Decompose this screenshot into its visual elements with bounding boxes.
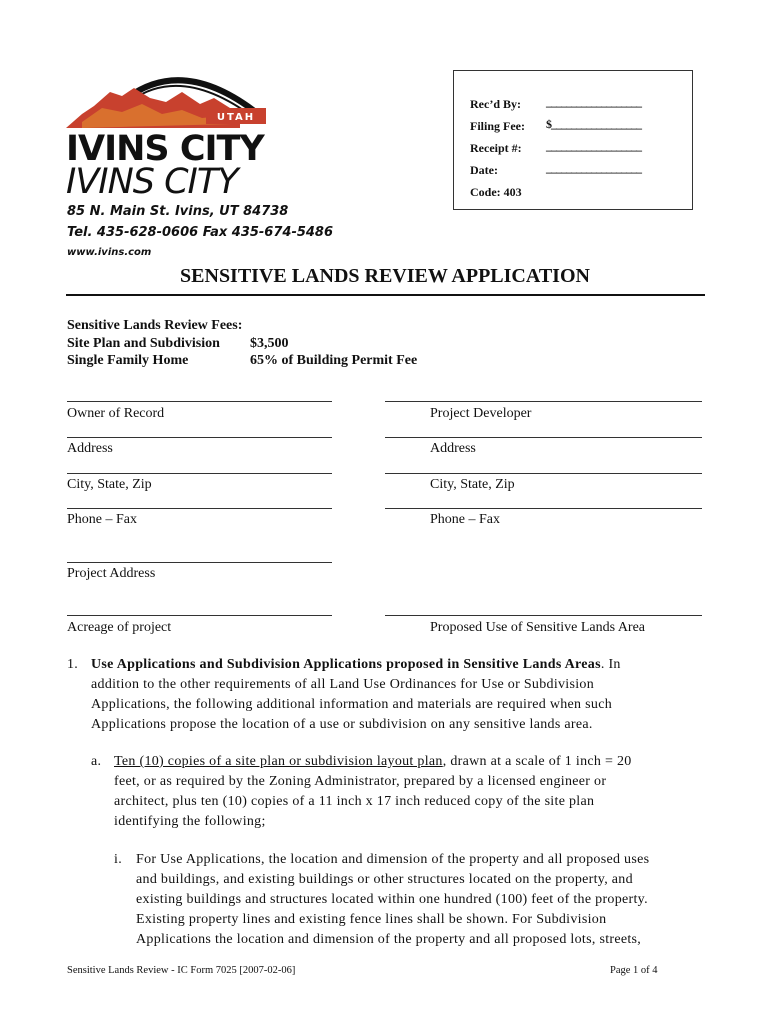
document-title: SENSITIVE LANDS REVIEW APPLICATION [180, 265, 590, 287]
item-i-line-4: Existing property lines and existing fence lines shall be shown. For Subdivision [136, 912, 607, 927]
office-use-box [453, 70, 693, 210]
owner-city-label: City, State, Zip [67, 477, 152, 492]
developer-address-field[interactable] [385, 437, 702, 438]
item-a-line-1 [114, 752, 632, 772]
footer-form-id: Sensitive Lands Review - IC Form 7025 [2007-02-06] [67, 965, 296, 976]
item-i-line-3: existing buildings and structures located within one hundred (100) feet of the property. [136, 892, 648, 907]
city-phone: Tel. 435-628-0606 Fax 435-674-5486 [67, 225, 334, 240]
owner-address-field[interactable] [67, 437, 332, 438]
section-1-heading: Use Applications and Subdivision Applications proposed in Sensitive Lands Areas [91, 657, 601, 672]
item-a-line-2: feet, or as required by the Zoning Administrator, prepared by a licensed engineer or [114, 774, 607, 789]
developer-label: Project Developer [430, 406, 532, 421]
owner-phone-field[interactable] [67, 508, 332, 509]
proposed-use-field[interactable] [385, 615, 702, 616]
section-1-line-2: addition to the other requirements of all Land Use Ordinances for Use or Subdivision [91, 677, 595, 692]
owner-field[interactable] [67, 401, 332, 402]
filing-fee-field[interactable]: $__________________ [546, 117, 641, 131]
proposed-use-label: Proposed Use of Sensitive Lands Area [430, 620, 646, 635]
item-i-line-1: For Use Applications, the location and dimension of the property and all proposed uses [136, 852, 650, 867]
recd-by-field[interactable]: ___________________ [546, 95, 641, 109]
item-a-line-3: architect, plus ten (10) copies of a 11 inch x 17 inch reduced copy of the site plan [114, 794, 595, 809]
item-a-underlined: Ten (10) copies of a site plan or subdivision layout plan [114, 754, 443, 769]
section-1-line-4: Applications propose the location of a use or subdivision on any sensitive lands area. [91, 717, 593, 732]
fee-single-family-label: Single Family Home [67, 353, 189, 368]
receipt-label: Receipt #: [470, 141, 522, 155]
filing-fee-label: Filing Fee: [470, 119, 525, 133]
item-i-marker: i. [114, 852, 122, 867]
logo-title-bold: IVINS CITY [66, 129, 264, 169]
developer-phone-field[interactable] [385, 508, 702, 509]
owner-label: Owner of Record [67, 406, 165, 421]
footer-page-number: Page 1 of 4 [610, 965, 658, 976]
developer-city-label: City, State, Zip [430, 477, 515, 492]
city-address: 85 N. Main St. Ivins, UT 84738 [67, 204, 289, 219]
owner-address-label: Address [67, 441, 113, 456]
owner-city-field[interactable] [67, 473, 332, 474]
owner-phone-label: Phone – Fax [67, 512, 137, 527]
developer-field[interactable] [385, 401, 702, 402]
section-1-number: 1. [67, 657, 79, 672]
developer-phone-label: Phone – Fax [430, 512, 500, 527]
item-i-line-5: Applications the location and dimension of the property and all proposed lots, streets, [136, 932, 642, 947]
developer-address-label: Address [430, 441, 476, 456]
section-1-line-3: Applications, the following additional information and materials are required when such [91, 697, 613, 712]
fee-site-plan-value: $3,500 [250, 336, 289, 351]
acreage-field[interactable] [67, 615, 332, 616]
title-divider [66, 294, 705, 296]
city-website[interactable]: www.ivins.com [67, 247, 152, 258]
date-label: Date: [470, 163, 498, 177]
code-label: Code: 403 [470, 185, 522, 199]
date-field[interactable]: ___________________ [546, 161, 641, 175]
recd-by-label: Rec’d By: [470, 97, 521, 111]
section-1-line-1-rest: . In [600, 657, 621, 672]
section-1-line-1 [91, 655, 621, 675]
item-a-line-1-rest: , drawn at a scale of 1 inch = 20 [442, 754, 632, 769]
project-address-field[interactable] [67, 562, 332, 563]
logo-state-text: UTAH [216, 112, 256, 123]
logo-title-script: IVINS CITY [66, 162, 238, 202]
item-i-line-2: and buildings, and existing buildings or other structures located on the property, and [136, 872, 633, 887]
acreage-label: Acreage of project [67, 620, 172, 635]
fees-heading: Sensitive Lands Review Fees: [67, 318, 243, 333]
fee-single-family-value: 65% of Building Permit Fee [250, 353, 418, 368]
fee-site-plan-label: Site Plan and Subdivision [67, 336, 220, 351]
item-a-line-4: identifying the following; [114, 814, 266, 829]
project-address-label: Project Address [67, 566, 156, 581]
developer-city-field[interactable] [385, 473, 702, 474]
receipt-field[interactable]: ___________________ [546, 139, 641, 153]
item-a-marker: a. [91, 754, 102, 769]
